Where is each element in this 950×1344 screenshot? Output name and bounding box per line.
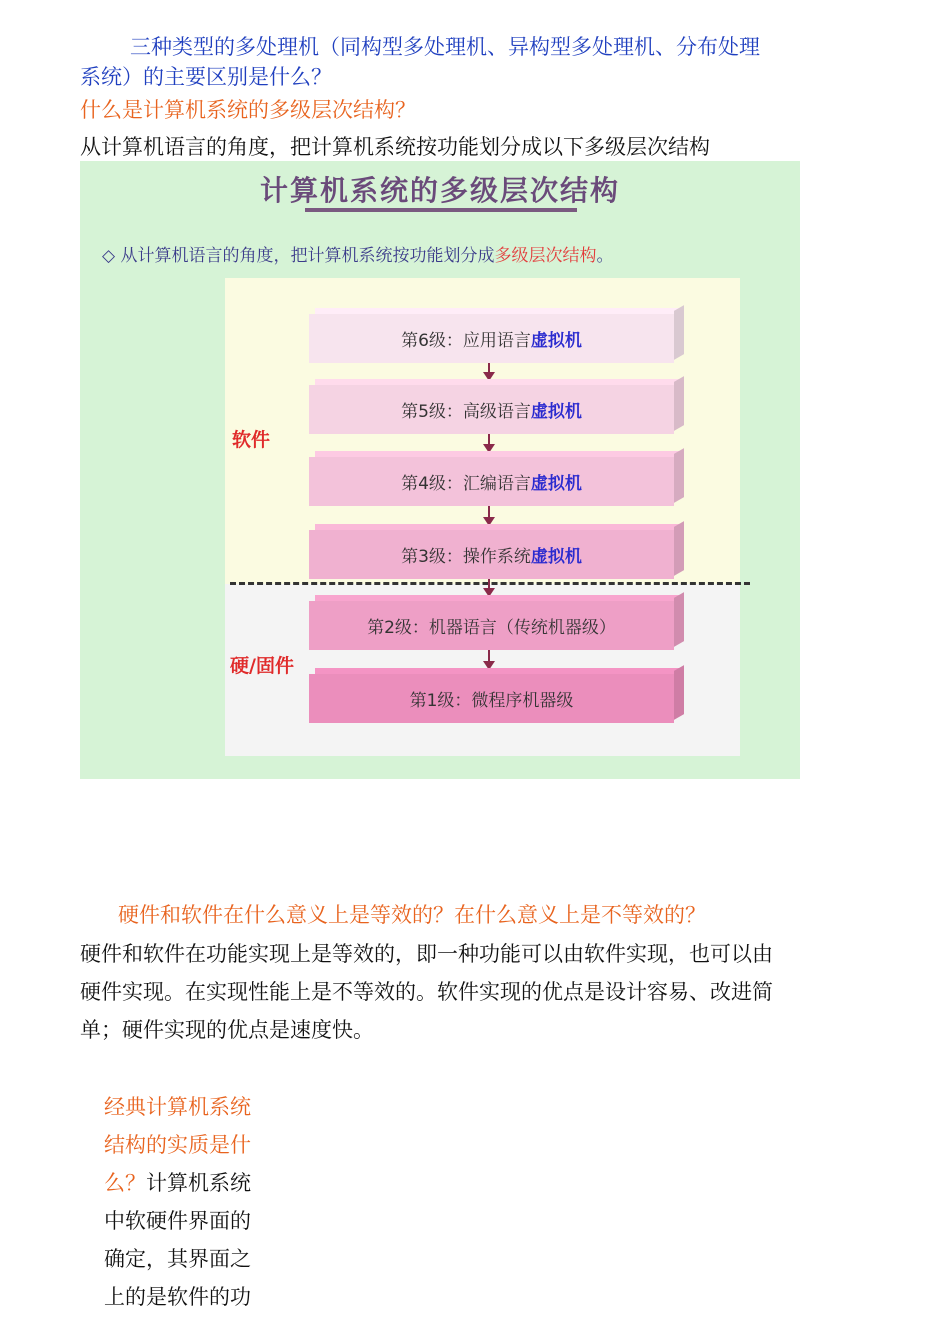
level-label-virtual-machine: 虚拟机 [530, 547, 582, 567]
level-label [410, 686, 574, 711]
level-bar-top-face [315, 595, 680, 601]
level-1-bar [309, 674, 674, 723]
level-bar-top-face [315, 451, 680, 457]
level-bar-top-face [315, 668, 680, 674]
level-6-bar [309, 314, 674, 363]
answer3-line3: 单；硬件实现的优点是速度快。 [80, 1018, 374, 1042]
level-arrow-down [488, 506, 490, 524]
answer4-line5: 确定，其界面之 [104, 1247, 251, 1271]
level-bar-side-face [674, 665, 684, 720]
level-arrow-down [488, 363, 490, 379]
figure-subtitle [102, 241, 613, 266]
question3-heading: 硬件和软件在什么意义上是等效的？在什么意义上是不等效的？ [118, 903, 706, 927]
software-label: 软件 [232, 429, 271, 451]
level-label [401, 542, 582, 567]
level-bar-side-face [674, 448, 684, 503]
answer4-line3: 计算机系统 [146, 1171, 251, 1195]
question4-block [104, 1088, 251, 1316]
level-label [401, 397, 582, 422]
question1-line2: 系统）的主要区别是什么？ [80, 65, 332, 89]
level-label-prefix: 第6级：应用语言 [401, 331, 531, 351]
level-bar-top-face [315, 379, 680, 385]
answer4-line6: 上的是软件的功 [104, 1285, 251, 1309]
level-arrow-down [488, 434, 490, 451]
question4-line3-question: 么？ [104, 1171, 146, 1195]
level-bar-side-face [674, 305, 684, 360]
figure-title-underline [305, 208, 577, 212]
level-4-bar [309, 457, 674, 506]
level-label [367, 613, 616, 638]
figure-title: 计算机系统的多级层次结构 [259, 174, 620, 207]
hierarchy-figure [80, 161, 800, 779]
level-label-virtual-machine: 虚拟机 [530, 331, 582, 351]
level-label-prefix: 第4级：汇编语言 [401, 474, 531, 494]
question1-line1: 三种类型的多处理机（同构型多处理机、异构型多处理机、分布处理 [130, 35, 760, 59]
level-label-virtual-machine: 虚拟机 [530, 402, 582, 422]
answer2-text: 从计算机语言的角度，把计算机系统按功能划分成以下多级层次结构 [80, 135, 710, 159]
level-bar-side-face [674, 376, 684, 431]
level-bar-top-face [315, 524, 680, 530]
level-2-bar [309, 601, 674, 650]
answer4-line4: 中软硬件界面的 [104, 1209, 251, 1233]
answer3-paragraph [80, 935, 773, 1049]
figure-subtitle-suffix: 。 [596, 246, 614, 266]
level-label-prefix: 第3级：操作系统 [401, 547, 531, 567]
level-5-bar [309, 385, 674, 434]
question2-heading: 什么是计算机系统的多级层次结构？ [80, 98, 416, 122]
software-hardware-divider [230, 582, 750, 585]
figure-subtitle-prefix: ◇ 从计算机语言的角度，把计算机系统按功能划分成 [102, 246, 495, 266]
level-label [401, 326, 582, 351]
figure-subtitle-highlight: 多级层次结构 [494, 246, 597, 266]
level-bar-side-face [674, 592, 684, 647]
level-3-bar [309, 530, 674, 579]
level-label [401, 469, 582, 494]
level-bar-side-face [674, 521, 684, 576]
level-arrow-down [488, 579, 490, 595]
level-arrow-down [488, 650, 490, 668]
level-label-prefix: 第1级：微程序机器级 [409, 691, 574, 711]
answer3-line1: 硬件和软件在功能实现上是等效的，即一种功能可以由软件实现，也可以由 [80, 942, 773, 966]
answer3-line2: 硬件实现。在实现性能上是不等效的。软件实现的优点是设计容易、改进简 [80, 980, 773, 1004]
level-bar-top-face [315, 308, 680, 314]
level-label-prefix: 第5级：高级语言 [401, 402, 531, 422]
hardware-label: 硬/固件 [230, 655, 294, 677]
question4-line2: 结构的实质是什 [104, 1133, 251, 1157]
question4-line1: 经典计算机系统 [104, 1095, 251, 1119]
level-label-virtual-machine: 虚拟机 [530, 474, 582, 494]
level-label-prefix: 第2级：机器语言（传统机器级） [367, 618, 616, 638]
